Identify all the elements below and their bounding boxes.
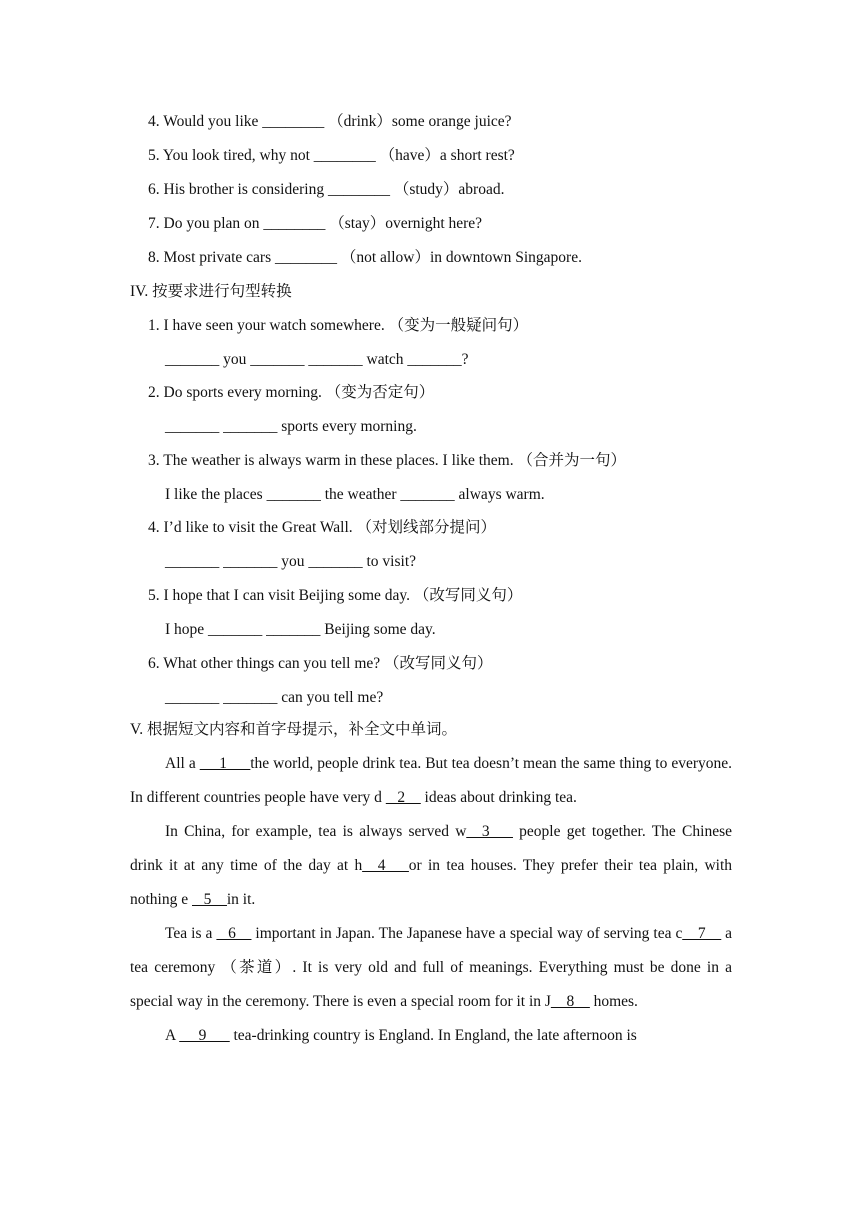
exercise-3-item-8: 8. Most private cars ________ （not allow）in downtown Singapore. (148, 249, 582, 266)
exercise-4-answer-3: I like the places _______ the weather _______ always warm. (165, 486, 545, 503)
exercise-4-question-6: 6. What other things can you tell me? （改写同义句） (148, 655, 493, 672)
exercise-4-question-4: 4. I’d like to visit the Great Wall. （对划线部分提问） (148, 519, 497, 536)
cloze-blank-3: __3___ (466, 823, 513, 840)
cloze-blank-1: __1___ (199, 755, 251, 772)
exercise-4-answer-2: _______ _______ sports every morning. (165, 418, 417, 435)
exercise-4-question-1: 1. I have seen your watch somewhere. （变为一般疑问句） (148, 317, 529, 334)
exercise-3-item-4: 4. Would you like ________ （drink）some orange juice? (148, 113, 512, 130)
exercise-4-question-3: 3. The weather is always warm in these places. I like them. （合并为一句） (148, 452, 626, 469)
exercise-3-item-6: 6. His brother is considering ________ （study）abroad. (148, 181, 505, 198)
cloze-passage (130, 747, 732, 1053)
cloze-blank-2: _2__ (385, 789, 421, 806)
section-4-heading: IV. 按要求进行句型转换 (130, 283, 292, 300)
cloze-blank-8: __8__ (550, 993, 590, 1010)
exercise-3-item-5: 5. You look tired, why not ________ （have）a short rest? (148, 147, 515, 164)
exercise-4-question-5: 5. I hope that I can visit Beijing some day. （改写同义句） (148, 587, 523, 604)
cloze-paragraph-2: In China, for example, tea is always served w__3___ people get together. The Chinese drink it at any time of the day at h__4___or in tea houses. They prefer their tea plain, with nothing e _5__in it. (130, 823, 733, 908)
cloze-blank-4: __4___ (362, 857, 409, 874)
exercise-4-answer-6: _______ _______ can you tell me? (165, 689, 384, 706)
exercise-3-item-7: 7. Do you plan on ________ （stay）overnight here? (148, 215, 483, 232)
cloze-blank-9: __9___ (179, 1027, 230, 1044)
cloze-blank-5: _5__ (192, 891, 227, 908)
exercise-4-answer-1: _______ you _______ _______ watch _______? (165, 351, 469, 368)
exercise-4-answer-4: _______ _______ you _______ to visit? (165, 553, 417, 570)
cloze-paragraph-3: Tea is a _6__ important in Japan. The Japanese have a special way of serving tea c__7__ a tea ceremony （茶道）. It is very old and full of meanings. Everything must be done in a special way in the ceremony. There is even a special room for it in J__8__ homes. (130, 925, 732, 1010)
cloze-paragraph-1: All a __1___the world, people drink tea. But tea doesn’t mean the same thing to everyone. In different countries people have very d _2__ ideas about drinking tea. (130, 755, 733, 806)
cloze-paragraph-4: A __9___ tea-drinking country is England. In England, the late afternoon is (165, 1027, 637, 1044)
exercise-4-question-2: 2. Do sports every morning. （变为否定句） (148, 384, 435, 401)
cloze-blank-7: __7__ (682, 925, 722, 942)
section-5-heading: V. 根据短文内容和首字母提示，补全文中单词。 (130, 721, 457, 738)
cloze-blank-6: _6__ (216, 925, 252, 942)
exercise-4-answer-5: I hope _______ _______ Beijing some day. (165, 621, 436, 638)
